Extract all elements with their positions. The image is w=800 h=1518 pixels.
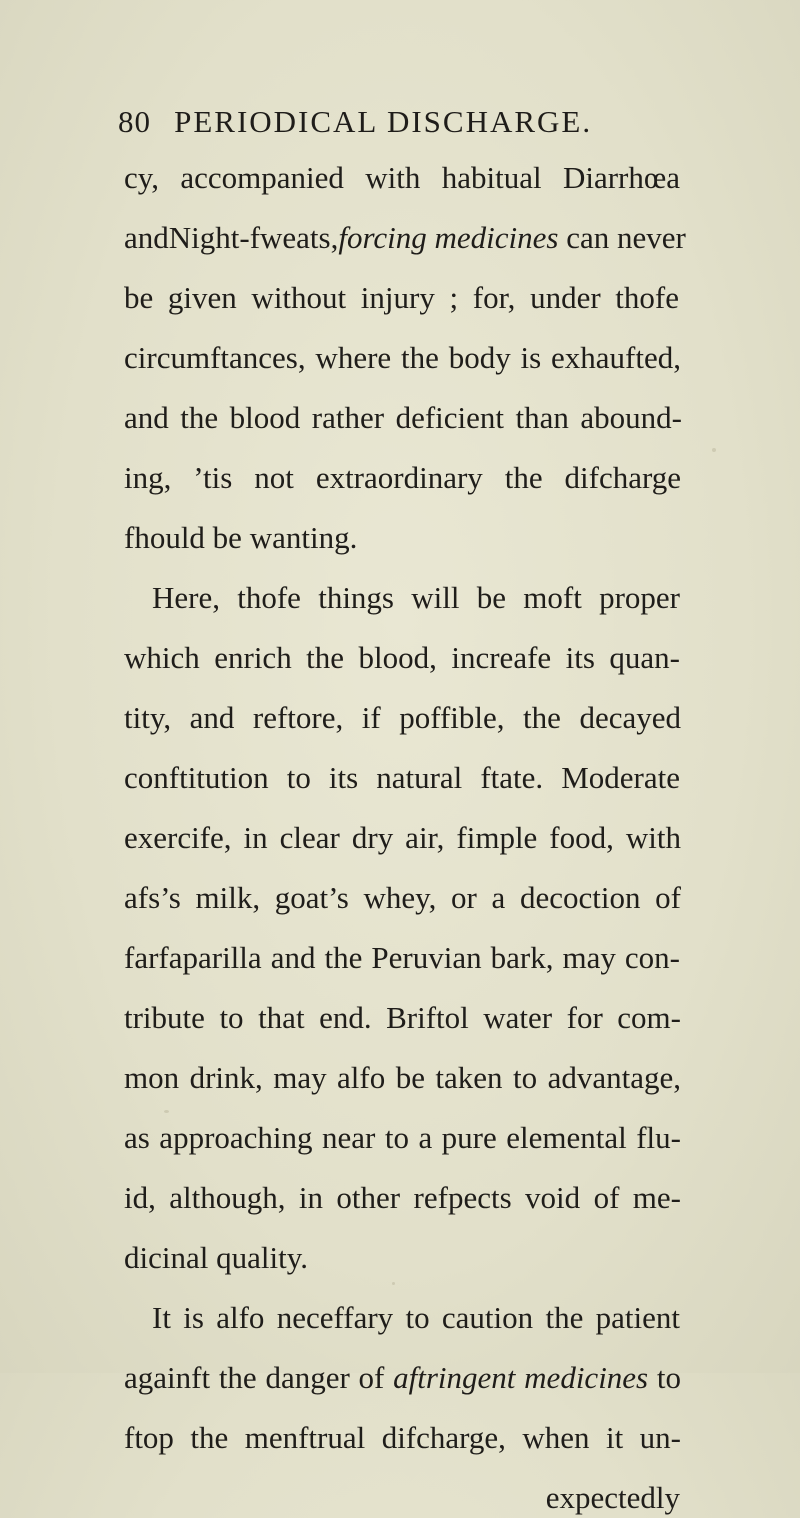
text-segment: which enrich the blood, increafe its quan- — [124, 640, 680, 675]
paper-speck — [164, 1110, 169, 1113]
text-segment: can never — [558, 220, 686, 255]
text-line — [0, 1478, 680, 1518]
running-head: PERIODICAL DISCHARGE. — [174, 104, 593, 139]
text-line — [124, 1238, 308, 1278]
text-line — [124, 818, 681, 858]
text-segment: conftitution to its natural ftate. Moderate — [124, 760, 680, 795]
text-segment: afs’s milk, goat’s whey, or a decoction of — [124, 880, 681, 915]
text-line — [124, 1358, 681, 1398]
text-line — [124, 338, 681, 378]
text-line — [124, 1418, 681, 1458]
text-line — [124, 218, 686, 258]
italic-phrase: forcing medicines — [338, 220, 559, 255]
text-line — [124, 1058, 681, 1098]
text-segment: circumftances, where the body is exhaufted, — [124, 340, 681, 375]
text-segment: and the blood rather deficient than abound- — [124, 400, 682, 435]
page-header — [118, 104, 718, 144]
text-line — [124, 878, 681, 918]
text-segment: as approaching near to a pure elemental flu- — [124, 1120, 681, 1155]
text-segment: againft the danger of — [124, 1360, 394, 1395]
paper-speck — [392, 1282, 395, 1285]
text-line — [124, 938, 680, 978]
text-segment: Here, thofe things will be moft proper — [152, 580, 680, 615]
text-line — [124, 998, 681, 1038]
text-segment: It is alfo neceffary to caution the patient — [152, 1300, 680, 1335]
text-segment: dicinal quality. — [124, 1240, 308, 1275]
text-segment: exercife, in clear dry air, fimple food, with — [124, 820, 681, 855]
text-line — [124, 758, 680, 798]
text-line — [124, 158, 680, 198]
text-line — [152, 578, 680, 618]
text-segment: fhould be wanting. — [124, 520, 358, 555]
text-line — [152, 1298, 680, 1338]
text-segment: tribute to that end. Briftol water for com- — [124, 1000, 681, 1035]
text-segment: tity, and reftore, if poffible, the decayed — [124, 700, 681, 735]
text-segment: expectedly — [545, 1480, 680, 1515]
page-number: 80 — [118, 104, 151, 139]
text-line — [124, 278, 679, 318]
text-line — [124, 458, 681, 498]
text-segment: to — [648, 1360, 681, 1395]
text-line — [124, 698, 681, 738]
text-line — [124, 1118, 681, 1158]
text-segment: farfaparilla and the Peruvian bark, may con- — [124, 940, 680, 975]
text-line — [124, 638, 680, 678]
paper-speck — [712, 448, 716, 452]
text-segment: ing, ’tis not extraordinary the difcharge — [124, 460, 681, 495]
text-segment: cy, accompanied with habitual Diarrhœa — [124, 160, 680, 195]
text-line — [124, 398, 682, 438]
text-segment: andNight-fweats, — [124, 220, 339, 255]
text-segment: be given without injury ; for, under thofe — [124, 280, 679, 315]
italic-phrase: aftringent medicines — [393, 1360, 649, 1395]
text-segment: id, although, in other refpects void of me- — [124, 1180, 681, 1215]
text-line — [124, 518, 357, 558]
text-segment: ftop the menftrual difcharge, when it un- — [124, 1420, 681, 1455]
text-line — [124, 1178, 681, 1218]
text-segment: mon drink, may alfo be taken to advantage, — [124, 1060, 681, 1095]
